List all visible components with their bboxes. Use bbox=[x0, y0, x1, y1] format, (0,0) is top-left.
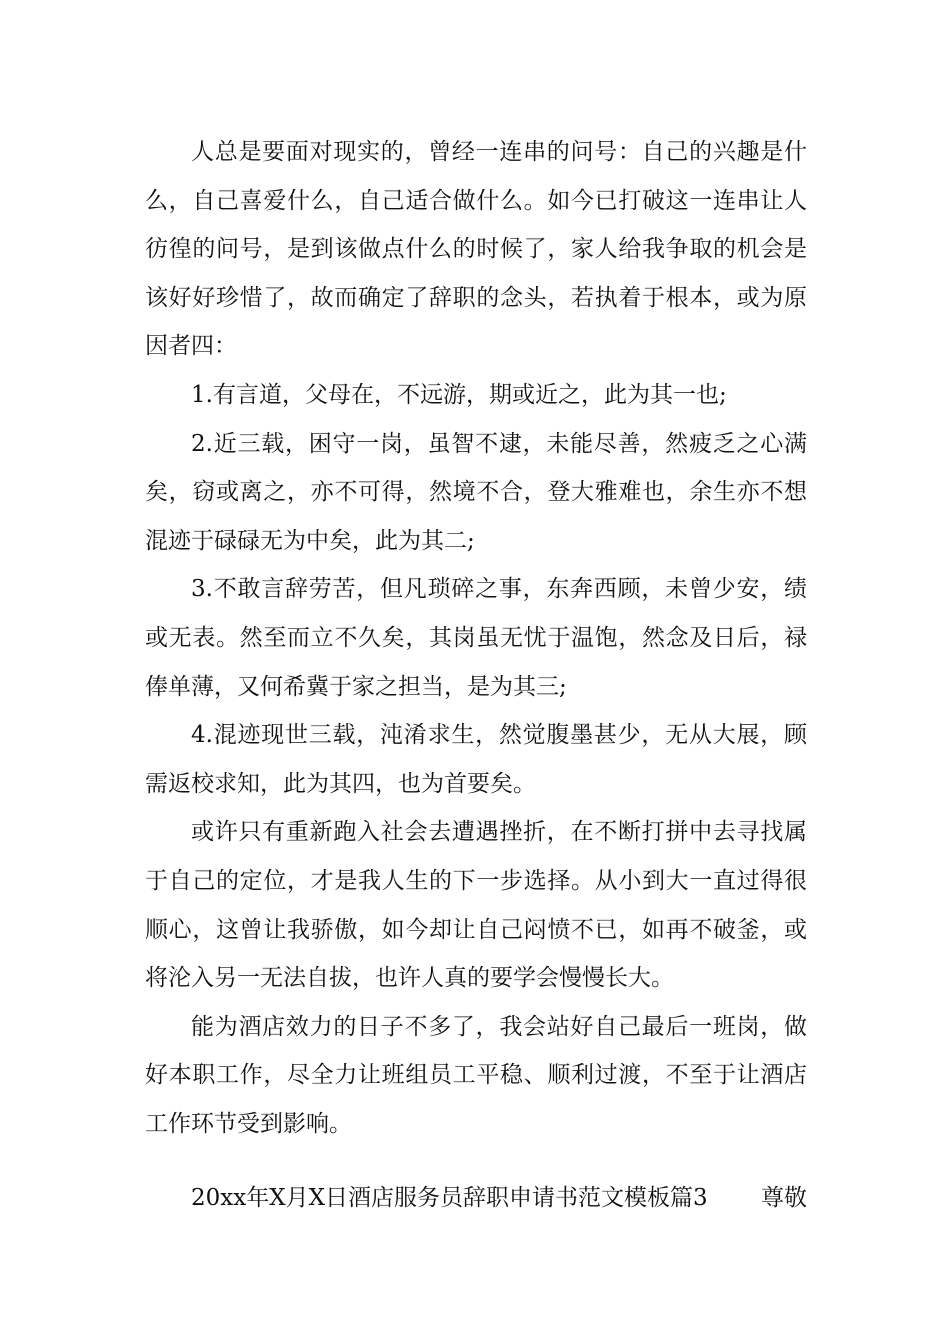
paragraph-reason-1: 1.有言道，父母在，不远游，期或近之，此为其一也; bbox=[191, 381, 727, 408]
next-section-salutation: 尊敬 bbox=[761, 1185, 807, 1211]
paragraph-closing: 能为酒店效力的日子不多了，我会站好自己最后一班岗，做好本职工作，尽全力让班组员工平稳、顺利过渡，不至于让酒店工作环节受到影响。 bbox=[145, 1013, 807, 1137]
paragraph-reflection: 或许只有重新跑入社会去遭遇挫折，在不断打拼中去寻找属于自己的定位，才是我人生的下一步选择。从小到大一直过得很顺心，这曾让我骄傲，如今却让自己闷愤不已，如再不破釜，或将沦入另一无法自拔，也许人真的要学会慢慢长大。 bbox=[145, 819, 807, 992]
paragraph-reason-3: 3.不敢言辞劳苦，但凡琐碎之事，东奔西顾，未曾少安，绩或无表。然至而立不久矣，其岗虽无忧于温饱，然念及日后，禄俸单薄，又何希冀于家之担当，是为其三; bbox=[145, 576, 807, 700]
letter-body bbox=[145, 128, 807, 1148]
next-section-heading: 20xx年X月X日酒店服务员辞职申请书范文模板篇3 bbox=[191, 1185, 708, 1211]
paragraph-intro: 人总是要面对现实的，曾经一连串的问号：自己的兴趣是什么，自己喜爱什么，自己适合做什么。如今已打破这一连串让人彷徨的问号，是到该做点什么的时候了，家人给我争取的机会是该好好珍惜了，故而确定了辞职的念头，若执着于根本，或为原因者四： bbox=[145, 139, 807, 360]
paragraph-reason-2: 2.近三载，困守一岗，虽智不逮，未能尽善，然疲乏之心满矣，窃或离之，亦不可得，然境不合，登大雅难也，余生亦不想混迹于碌碌无为中矣，此为其二; bbox=[145, 430, 807, 554]
next-section-line bbox=[191, 1178, 807, 1218]
paragraph-reason-4: 4.混迹现世三载，沌淆求生，然觉腹墨甚少，无从大展，顾需返校求知，此为其四，也为首要矣。 bbox=[145, 722, 807, 797]
